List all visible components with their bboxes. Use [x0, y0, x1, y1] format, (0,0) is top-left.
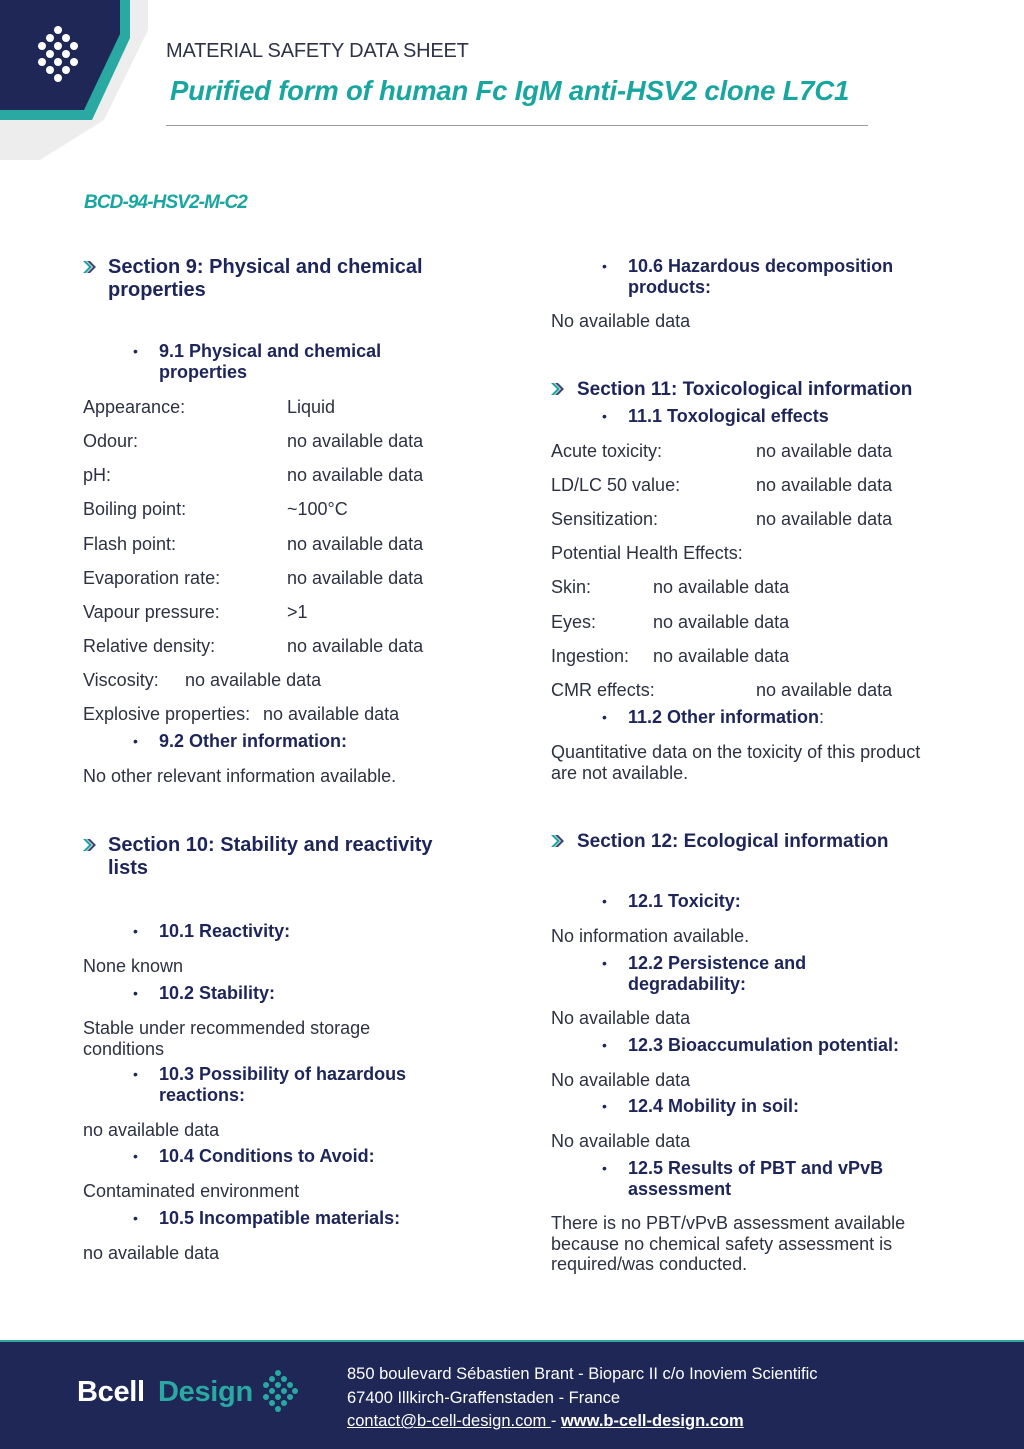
subsection-11-2-heading: 11.2 Other information: [628, 707, 820, 727]
bullet: •: [133, 1210, 138, 1226]
section-12-title: Section 12: Ecological information: [577, 831, 889, 852]
health-value: no available data: [653, 612, 790, 632]
property-label: Evaporation rate:: [83, 568, 221, 588]
property-label: Odour:: [83, 431, 139, 451]
subsection-10-3: 10.3 Possibility of hazardous reactions:: [159, 1064, 407, 1105]
brand-name-bcell: Bcell: [77, 1376, 145, 1408]
section-10-2-text: Stable under recommended storage conditions: [83, 1018, 371, 1059]
double-chevron-icon: [550, 382, 564, 396]
bullet: •: [133, 923, 138, 939]
header-divider: [166, 125, 868, 126]
subsection-11-2-colon: :: [819, 707, 825, 727]
section-12-1-text: No information available.: [551, 926, 750, 946]
property-value: no available data: [287, 465, 424, 485]
health-label: Skin:: [551, 577, 592, 597]
bullet: •: [602, 1098, 607, 1114]
tox-value: no available data: [756, 441, 893, 461]
footer-address-line-1: 850 boulevard Sébastien Brant - Bioparc II c/o Inoviem Scientific: [347, 1365, 818, 1383]
document-type: MATERIAL SAFETY DATA SHEET: [166, 40, 469, 62]
section-12-3-text: No available data: [551, 1070, 691, 1090]
tox-label: Acute toxicity:: [551, 441, 663, 461]
cmr-label: CMR effects:: [551, 680, 655, 700]
property-value: no available data: [287, 568, 424, 588]
section-10-3-text: no available data: [83, 1120, 220, 1140]
subsection-12-5: 12.5 Results of PBT and vPvB assessment: [628, 1158, 884, 1199]
property-label: Appearance:: [83, 397, 186, 417]
subsection-10-6: 10.6 Hazardous decomposition products:: [628, 256, 894, 297]
property-value: no available data: [287, 636, 424, 656]
double-chevron-icon: [82, 260, 96, 274]
bullet: •: [133, 1066, 138, 1082]
property-value: no available data: [185, 670, 322, 690]
section-10-title: Section 10: Stability and reactivity lists: [108, 834, 433, 879]
product-code: BCD-94-HSV2-M-C2: [84, 192, 247, 213]
subsection-10-2: 10.2 Stability:: [159, 983, 276, 1003]
footer-address-line-2: 67400 Illkirch-Graffenstaden - France: [347, 1389, 620, 1407]
subsection-12-3: 12.3 Bioaccumulation potential:: [628, 1035, 900, 1055]
subsection-12-4: 12.4 Mobility in soil:: [628, 1096, 800, 1116]
section-9-title: Section 9: Physical and chemical properties: [108, 256, 423, 301]
subsection-11-2: [628, 707, 824, 728]
bullet: •: [133, 985, 138, 1001]
subsection-9-2: 9.2 Other information:: [159, 731, 348, 751]
health-label: Ingestion:: [551, 646, 630, 666]
brand-name-design: Design: [158, 1376, 253, 1408]
property-value: no available data: [263, 704, 400, 724]
subsection-11-1: 11.1 Toxological effects: [628, 406, 829, 426]
contact-email-link[interactable]: contact@b-cell-design.com: [347, 1412, 551, 1430]
subsection-10-4: 10.4 Conditions to Avoid:: [159, 1146, 375, 1166]
tox-value: no available data: [756, 509, 893, 529]
tox-label: LD/LC 50 value:: [551, 475, 681, 495]
section-12-5-text: There is no PBT/vPvB assessment available because no chemical safety assessment is required/was conducted.: [551, 1213, 906, 1274]
health-label: Eyes:: [551, 612, 597, 632]
subsection-12-1: 12.1 Toxicity:: [628, 891, 741, 911]
property-label: Boiling point:: [83, 499, 187, 519]
subsection-12-2: 12.2 Persistence and degradability:: [628, 953, 807, 994]
property-label: Explosive properties:: [83, 704, 251, 724]
bullet: •: [602, 709, 607, 725]
bullet: •: [602, 1160, 607, 1176]
section-10-5-text: no available data: [83, 1243, 220, 1263]
tox-label: Sensitization:: [551, 509, 659, 529]
tox-value: no available data: [756, 475, 893, 495]
contact-separator: -: [550, 1412, 561, 1430]
property-label: Flash point:: [83, 534, 177, 554]
cmr-value: no available data: [756, 680, 893, 700]
footer-accent-line: [0, 1340, 1024, 1342]
bullet: •: [133, 1148, 138, 1164]
bullet: •: [602, 1037, 607, 1053]
section-9-2-text: No other relevant information available.: [83, 766, 397, 786]
section-10-6-text: No available data: [551, 311, 691, 331]
bullet: •: [133, 343, 138, 359]
bullet: •: [602, 258, 607, 274]
section-10-4-text: Contaminated environment: [83, 1181, 300, 1201]
bcell-dots-logo-icon: [258, 1369, 298, 1417]
footer-contact-line: [347, 1412, 744, 1431]
health-value: no available data: [653, 577, 790, 597]
property-label: Vapour pressure:: [83, 602, 220, 622]
property-value: no available data: [287, 431, 424, 451]
property-label: Relative density:: [83, 636, 216, 656]
bullet: •: [602, 408, 607, 424]
website-link[interactable]: www.b-cell-design.com: [560, 1412, 744, 1430]
double-chevron-icon: [550, 834, 564, 848]
product-title: Purified form of human Fc IgM anti-HSV2 clone L7C1: [170, 75, 850, 106]
health-value: no available data: [653, 646, 790, 666]
section-12-4-text: No available data: [551, 1131, 691, 1151]
health-effects-heading: Potential Health Effects:: [551, 543, 743, 563]
subsection-10-5: 10.5 Incompatible materials:: [159, 1208, 401, 1228]
section-11-title: Section 11: Toxicological information: [577, 379, 913, 400]
double-chevron-icon: [82, 838, 96, 852]
subsection-9-1: 9.1 Physical and chemical properties: [159, 341, 382, 382]
section-11-2-text: Quantitative data on the toxicity of this product are not available.: [551, 742, 921, 783]
property-value: >1: [287, 602, 308, 622]
property-label: Viscosity:: [83, 670, 159, 690]
property-value: no available data: [287, 534, 424, 554]
property-value: ~100°C: [287, 499, 348, 519]
property-label: pH:: [83, 465, 112, 485]
section-12-2-text: No available data: [551, 1008, 691, 1028]
section-10-1-text: None known: [83, 956, 184, 976]
bullet: •: [133, 733, 138, 749]
corner-logo-icon: [0, 0, 160, 160]
subsection-10-1: 10.1 Reactivity:: [159, 921, 291, 941]
bullet: •: [602, 955, 607, 971]
bullet: •: [602, 893, 607, 909]
property-value: Liquid: [287, 397, 336, 417]
